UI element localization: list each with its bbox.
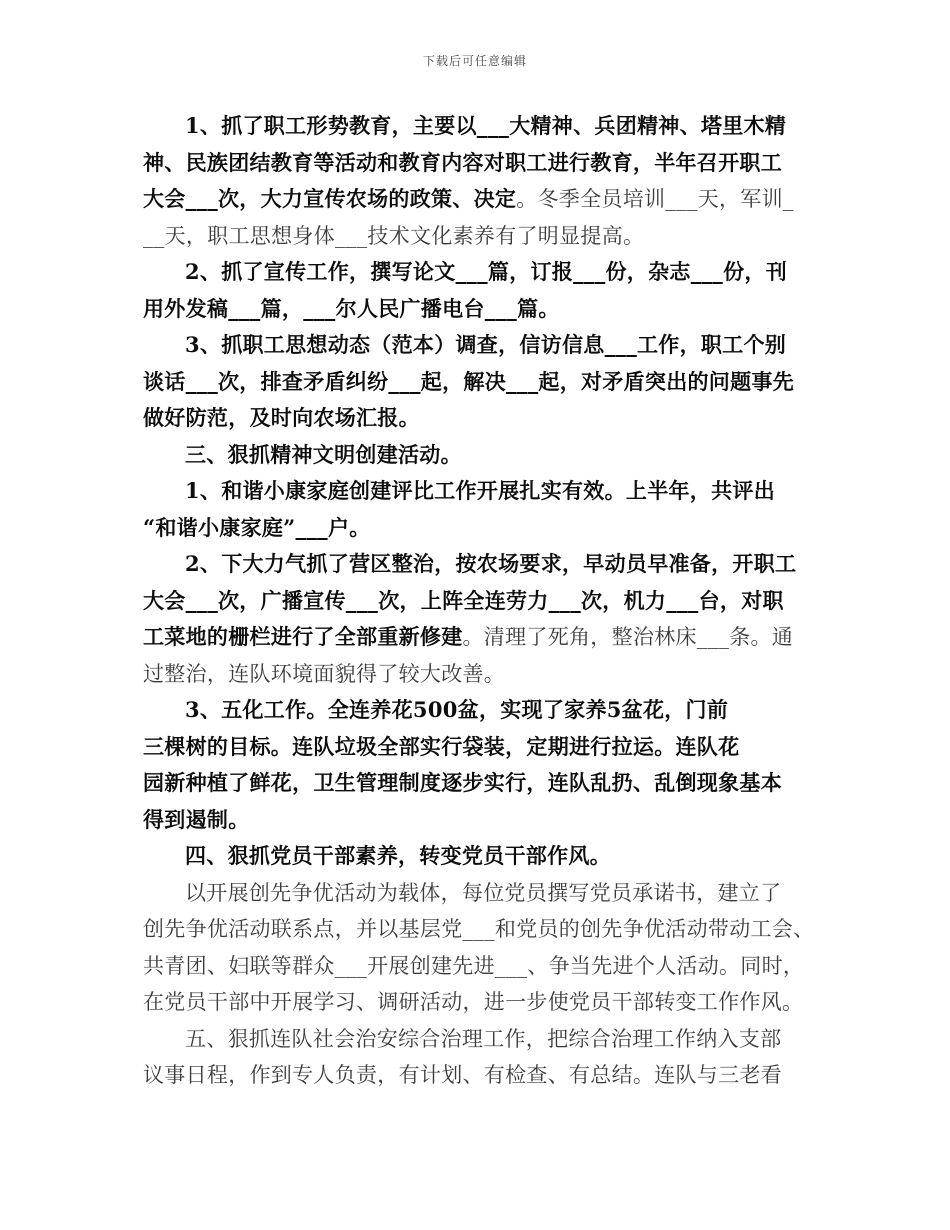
regular-text: 。清理了死角，整治林床___条。通	[462, 625, 794, 649]
bold-text: 用外发稿___篇，___尔人民广播电台___篇。	[143, 295, 560, 321]
text-line	[143, 984, 815, 1021]
text-line	[143, 254, 815, 291]
bold-text: 2、抓了宣传工作，撰写论文___篇，订报___份，杂志___份，刊	[185, 259, 788, 284]
regular-text: 以开展创先争优活动为载体，每位党员撰写党员承诺书，建立了	[185, 880, 782, 905]
text-line	[143, 875, 815, 912]
bold-text: 3、抓职工思想动态（范本）调查，信访信息___工作，职工个别	[185, 332, 787, 357]
regular-text: 在党员干部中开展学习、调研活动，进一步使党员干部转变工作作风。	[143, 990, 804, 1014]
bold-text: 四、狠抓党员干部素养，转变党员干部作风。	[185, 843, 611, 868]
text-line	[143, 400, 815, 437]
text-line	[143, 583, 815, 620]
regular-text: 过整治，连队环境面貌得了较大改善。	[143, 661, 506, 686]
bold-text: 大会___次，大力宣传农场的政策、决定	[143, 186, 517, 211]
text-line	[143, 619, 815, 656]
document-body	[143, 108, 815, 1094]
text-line	[143, 802, 815, 839]
text-line	[143, 1057, 815, 1094]
text-line	[143, 291, 815, 328]
bold-text: 三、狠抓精神文明创建活动。	[185, 441, 462, 467]
text-line	[143, 108, 815, 145]
text-line	[143, 729, 815, 766]
text-line	[143, 145, 815, 182]
text-line	[143, 656, 815, 693]
bold-text: 做好防范，及时向农场汇报。	[143, 405, 420, 430]
text-line	[143, 364, 815, 401]
text-line	[143, 838, 815, 875]
text-line	[143, 765, 815, 802]
bold-text: 神、民族团结教育等活动和教育内容对职工进行教育，半年召开职工	[143, 149, 782, 175]
text-line	[143, 948, 815, 985]
text-line	[143, 692, 815, 729]
bold-text: 园新种植了鲜花，卫生管理制度逐步实行，连队乱扔、乱倒现象基本	[143, 770, 782, 795]
regular-text: 五、狠抓连队社会治安综合治理工作，把综合治理工作纳入支部	[185, 1026, 782, 1051]
text-line	[143, 911, 815, 948]
regular-text: 。冬季全员培训___天，军训_	[516, 187, 794, 211]
bold-text: 大会___次，广播宣传___次，上阵全连劳力___次，机力___台，对职	[143, 587, 784, 613]
text-line	[143, 510, 815, 547]
text-line	[143, 473, 815, 510]
bold-text: 2、下大力气抓了营区整治，按农场要求，早动员早准备，开职工	[185, 551, 797, 576]
regular-text: 创先争优活动联系点，并以基层党___和党员的创先争优活动带动工会、	[143, 917, 815, 941]
bold-text: 工菜地的栅栏进行了全部重新修建	[143, 624, 463, 649]
text-line	[143, 546, 815, 583]
bold-text: “和谐小康家庭”___户。	[143, 514, 371, 540]
page-header: 下载后可任意编辑	[422, 54, 527, 68]
text-line	[143, 327, 815, 364]
regular-text: 议事日程，作到专人负责，有计划、有检查、有总结。连队与三老看	[143, 1063, 782, 1087]
regular-text: __天，职工思想身体___技术文化素养有了明显提高。	[143, 223, 645, 248]
bold-text: 3、五化工作。全连养花500盆，实现了家养5盆花，门前	[185, 697, 729, 722]
regular-text: 共青团、妇联等群众___开展创建先进___、争当先进个人活动。同时，	[143, 953, 805, 978]
text-line	[143, 218, 815, 255]
bold-text: 三棵树的目标。连队垃圾全部实行袋装，定期进行拉运。连队花	[143, 733, 740, 759]
text-line	[143, 1021, 815, 1058]
bold-text: 谈话___次，排查矛盾纠纷___起，解决___起，对矛盾突出的问题事先	[143, 368, 794, 394]
bold-text: 1、抓了职工形势教育，主要以___大精神、兵团精神、塔里木精	[185, 113, 787, 138]
text-line	[143, 181, 815, 218]
text-line	[143, 437, 815, 474]
bold-text: 1、和谐小康家庭创建评比工作开展扎实有效。上半年，共评出	[185, 478, 776, 503]
bold-text: 得到遏制。	[143, 806, 250, 832]
